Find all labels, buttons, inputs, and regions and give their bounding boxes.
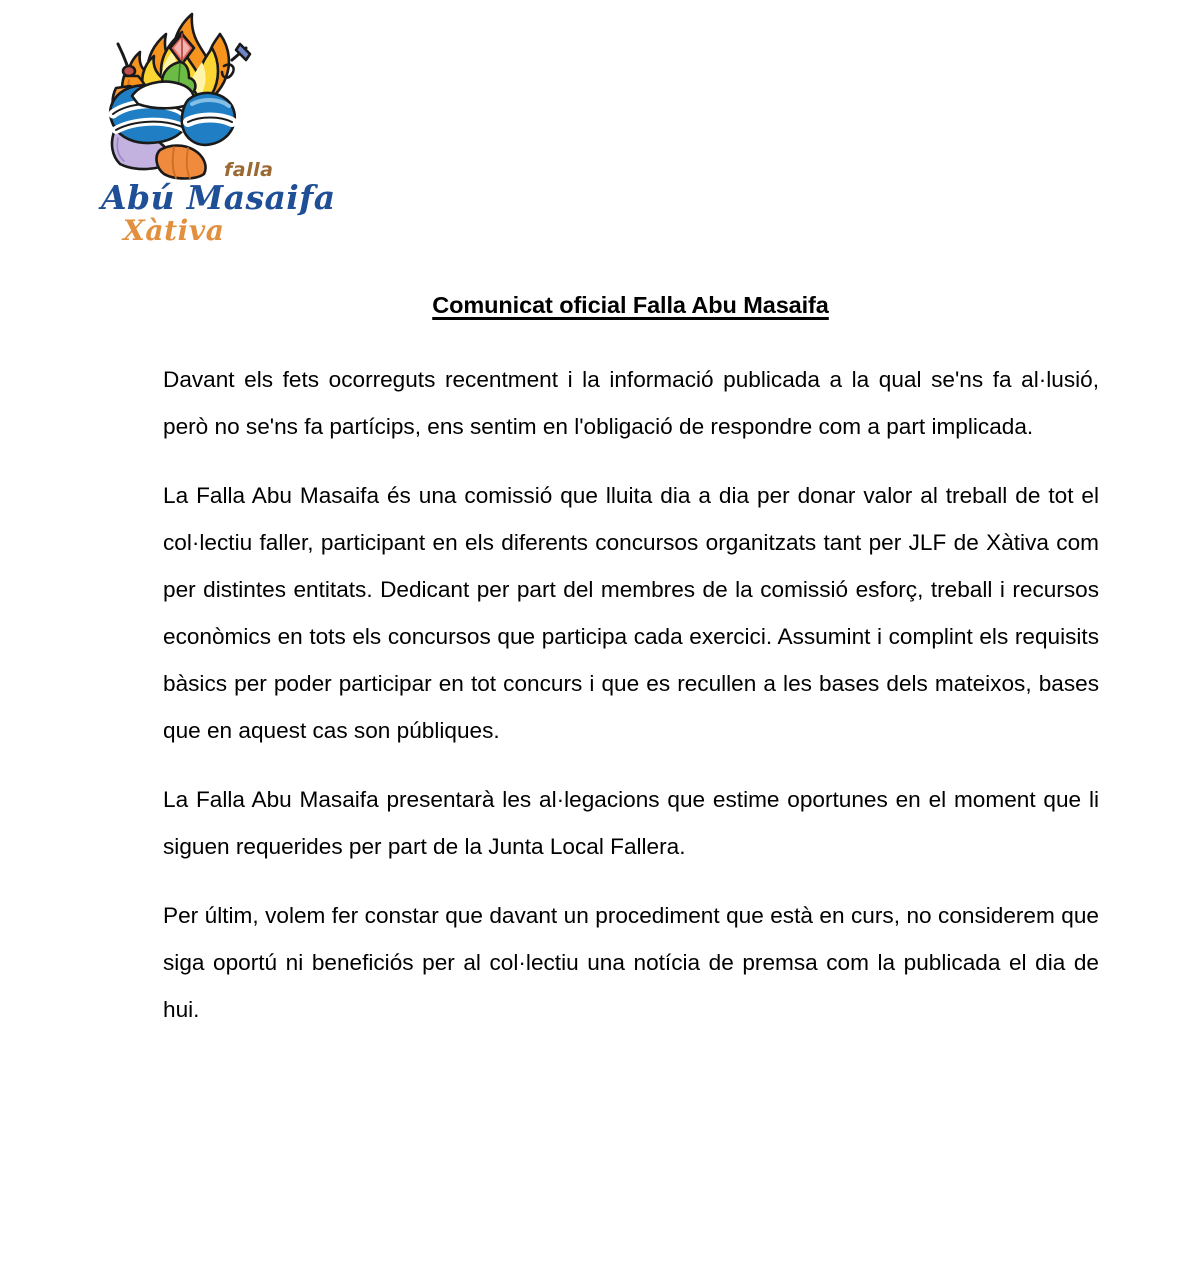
paragraph-3: La Falla Abu Masaifa presentarà les al·legacions que estime oportunes en el moment que li siguen requerides per part de la Junta Local Fallera. [163, 787, 1099, 859]
paragraph-2: La Falla Abu Masaifa és una comissió que lluita dia a dia per donar valor al treball de tot el col·lectiu faller, participant en els diferents concursos organitzats tant per JLF de Xàtiva com per distintes entitats. Dedicant per part del membres de la comissió esforç, treball i recursos econòmics en tots els concursos que participa cada exercici. Assumint i complint els requisits bàsics per poder participar en tot concurs i que es recullen a les bases dels mateixos, bases que en aquest cas son públiques. [163, 483, 1099, 743]
paragraph-1: Davant els fets ocorreguts recentment i la informació publicada a la qual se'ns fa al·lusió, però no se'ns fa partícips, ens sentim en l'obligació de respondre com a part implicada. [163, 367, 1099, 439]
page-title [163, 292, 1098, 319]
logo-text-name: Abú Masaifa [101, 178, 336, 217]
document-body [163, 356, 1099, 1033]
falla-logo [96, 4, 336, 249]
logo-text-city: Xàtiva [123, 214, 225, 247]
paragraph-4: Per últim, volem fer constar que davant un procediment que està en curs, no considerem que siga oportú ni beneficiós per al col·lectiu una notícia de premsa com la publicada el dia de hui. [163, 903, 1099, 1022]
page-title-text: Comunicat oficial Falla Abu Masaifa [432, 291, 829, 318]
logo-text-falla: falla [224, 159, 274, 181]
